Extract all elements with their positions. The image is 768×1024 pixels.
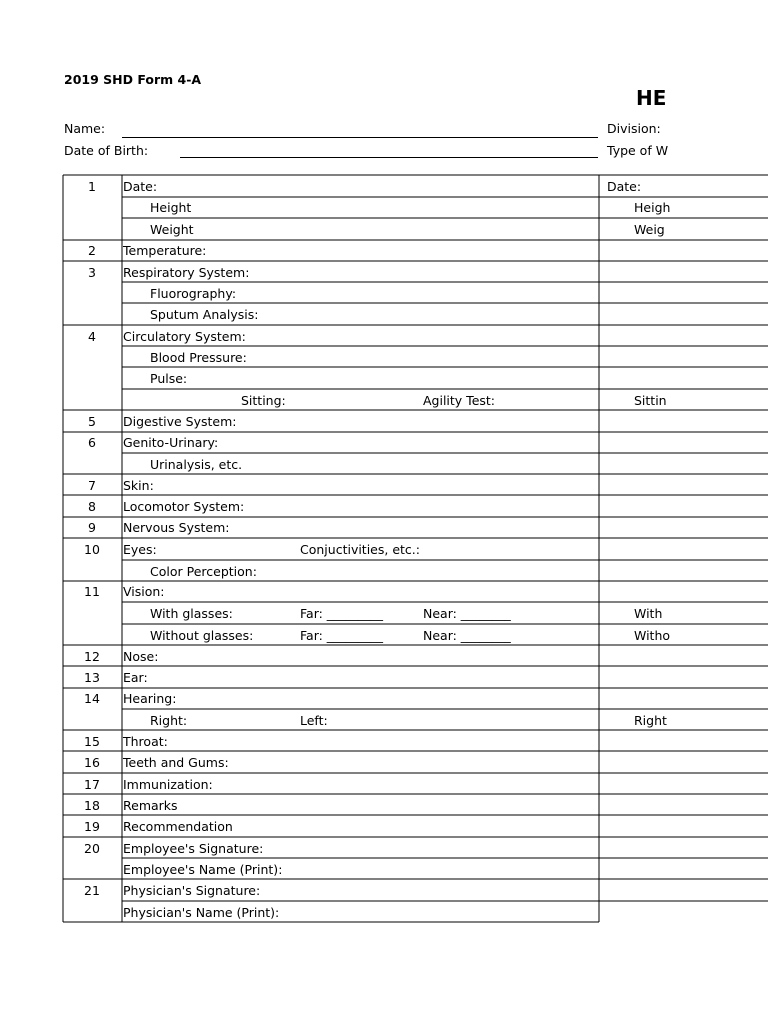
row-label-respiratory: Respiratory System: — [123, 265, 250, 280]
row-label-throat: Throat: — [123, 734, 168, 749]
row-label-without-glasses: Without glasses: — [150, 628, 254, 643]
row-number: 17 — [84, 777, 100, 792]
row-number: 16 — [84, 755, 100, 770]
row-label-ear: Ear: — [123, 670, 148, 685]
row-number: 3 — [88, 265, 96, 280]
row-label-physician-signature: Physician's Signature: — [123, 883, 261, 898]
row-number: 20 — [84, 841, 100, 856]
row-label-employee-name: Employee's Name (Print): — [123, 862, 283, 877]
name-label: Name: — [64, 121, 106, 136]
row-label-with-glasses: With glasses: — [150, 606, 233, 621]
form-code: 2019 SHD Form 4-A — [64, 72, 202, 87]
row-label-locomotor: Locomotor System: — [123, 499, 245, 514]
row-label-color-perception: Color Perception: — [150, 564, 257, 579]
row-label-physician-name: Physician's Name (Print): — [123, 905, 280, 920]
row-label-teeth-gums: Teeth and Gums: — [123, 755, 229, 770]
division-label: Division: — [607, 121, 661, 136]
row-number: 7 — [88, 478, 96, 493]
row-label-height: Height — [150, 200, 192, 215]
row-label-employee-signature: Employee's Signature: — [123, 841, 264, 856]
far-field-with-glasses[interactable]: Far: _________ — [300, 606, 384, 621]
row-number: 9 — [88, 520, 96, 535]
row-label-recommendation: Recommendation — [123, 819, 233, 834]
right-label-without-glasses: Witho — [634, 628, 671, 643]
near-field-without-glasses[interactable]: Near: ________ — [423, 628, 511, 643]
row-label-urinalysis: Urinalysis, etc. — [150, 457, 243, 472]
right-label-with-glasses: With — [634, 606, 663, 621]
type-label: Type of W — [607, 143, 669, 158]
row-number: 5 — [88, 414, 96, 429]
row-label-remarks: Remarks — [123, 798, 178, 813]
row-number: 11 — [84, 584, 100, 599]
row-label-temperature: Temperature: — [123, 243, 207, 258]
row-label-agility-test: Agility Test: — [423, 393, 496, 408]
row-label-conjuctivities: Conjuctivities, etc.: — [300, 542, 420, 557]
row-number: 21 — [84, 883, 100, 898]
far-field-without-glasses[interactable]: Far: _________ — [300, 628, 384, 643]
row-number: 2 — [88, 243, 96, 258]
row-label-pulse: Pulse: — [150, 371, 188, 386]
row-label-vision: Vision: — [123, 584, 165, 599]
row-label-hearing: Hearing: — [123, 691, 177, 706]
row-label-weight: Weight — [150, 222, 194, 237]
row-number: 13 — [84, 670, 100, 685]
row-label-eyes: Eyes: — [123, 542, 157, 557]
row-number: 10 — [84, 542, 100, 557]
near-field-with-glasses[interactable]: Near: ________ — [423, 606, 511, 621]
dob-label: Date of Birth: — [64, 143, 149, 158]
row-number: 4 — [88, 329, 96, 344]
row-number: 1 — [88, 179, 96, 194]
row-number: 19 — [84, 819, 100, 834]
row-number: 15 — [84, 734, 100, 749]
row-label-skin: Skin: — [123, 478, 154, 493]
row-label-nose: Nose: — [123, 649, 159, 664]
row-label-hearing-right: Right: — [150, 713, 188, 728]
row-label-genito-urinary: Genito-Urinary: — [123, 435, 219, 450]
right-label-hearing-right: Right — [634, 713, 667, 728]
row-label-sputum: Sputum Analysis: — [150, 307, 259, 322]
row-label-digestive: Digestive System: — [123, 414, 237, 429]
row-label-fluorography: Fluorography: — [150, 286, 237, 301]
row-label-nervous: Nervous System: — [123, 520, 230, 535]
row-label-circulatory: Circulatory System: — [123, 329, 246, 344]
right-label-height: Heigh — [634, 200, 671, 215]
right-label-weight: Weig — [634, 222, 665, 237]
form-title: HE — [636, 86, 667, 110]
row-label-date: Date: — [123, 179, 158, 194]
row-number: 8 — [88, 499, 96, 514]
row-label-hearing-left: Left: — [300, 713, 328, 728]
row-number: 14 — [84, 691, 100, 706]
row-label-sitting: Sitting: — [241, 393, 286, 408]
row-number: 18 — [84, 798, 100, 813]
row-label-blood-pressure: Blood Pressure: — [150, 350, 247, 365]
right-label-date: Date: — [607, 179, 642, 194]
row-number: 12 — [84, 649, 100, 664]
row-label-immunization: Immunization: — [123, 777, 213, 792]
row-number: 6 — [88, 435, 96, 450]
right-label-sitting: Sittin — [634, 393, 667, 408]
